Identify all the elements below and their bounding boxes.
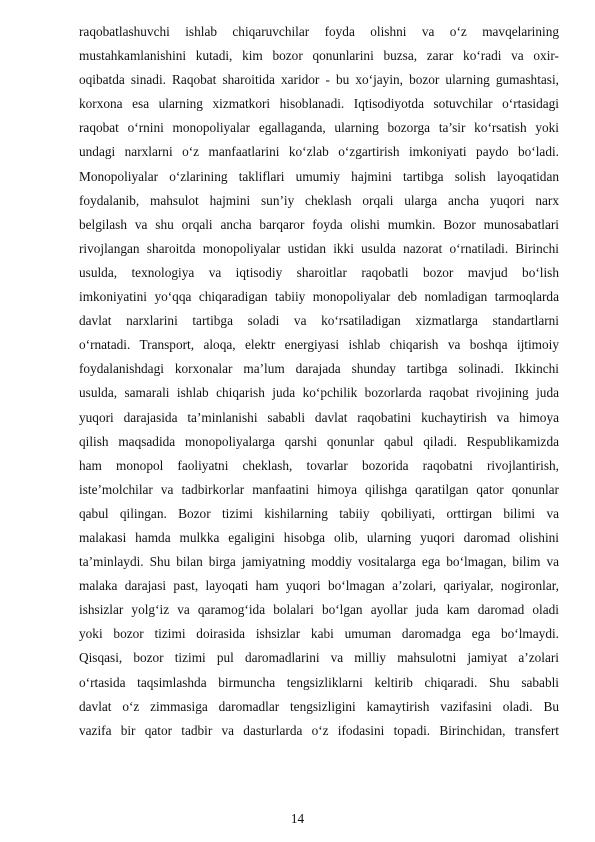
- text-line: undagi narxlarni o‘z manfaatlarini ko‘zlab o‘zgartirish imkoniyati paydo bo‘ladi.: [79, 144, 559, 160]
- text-line: malakasi hamda mulkka egaligini hisobga olib, ularning yuqori daromad olishini: [79, 529, 559, 545]
- text-line: usulda, texnologiya va iqtisodiy sharoitlar raqobatli bozor mavjud bo‘lish: [79, 264, 559, 280]
- text-line: foydalanishdagi korxonalar ma’lum darajada shunday tartibga solinadi. Ikkinchi: [79, 361, 559, 377]
- text-line: Qisqasi, bozor tizimi pul daromadlarini va milliy mahsulotni jamiyat a’zolari: [79, 650, 559, 666]
- text-line: o‘rnatadi. Transport, aloqa, elektr energiyasi ishlab chiqarish va boshqa ijtimoiy: [79, 337, 559, 353]
- text-line: vazifa bir qator tadbir va dasturlarda o‘z ifodasini topadi. Birinchidan, transfert: [79, 722, 559, 738]
- text-line: mustahkamlanishini kutadi, kim bozor qonunlarini buzsa, zarar ko‘radi va oxir-: [79, 48, 559, 64]
- text-line: davlat narxlarini tartibga soladi va ko‘rsatiladigan xizmatlarga standartlarni: [79, 313, 559, 329]
- text-line: yuqori darajasida ta’minlanishi sababli davlat raqobatini kuchaytirish va himoya: [79, 409, 559, 425]
- body-text: [79, 20, 559, 743]
- text-line: ta’minlaydi. Shu bilan birga jamiyatning moddiy vositalarga ega bo‘lmagan, bilim va: [79, 554, 559, 570]
- text-line: korxona esa ularning xizmatkori hisoblanadi. Iqtisodiyotda sotuvchilar o‘rtasidagi: [79, 96, 559, 112]
- text-line: o‘rtasida taqsimlashda birmuncha tengsizliklarni keltirib chiqaradi. Shu sababli: [79, 674, 559, 690]
- text-line: malaka darajasi past, layoqati ham yuqori bo‘lmagan a’zolari, qariyalar, nogironlar,: [79, 578, 559, 594]
- text-line: raqobat o‘rnini monopoliyalar egallaganda, ularning bozorga ta’sir ko‘rsatish yoki: [79, 120, 559, 136]
- text-line: belgilash va shu orqali ancha barqaror foyda olishi mumkin. Bozor munosabatlari: [79, 216, 559, 232]
- page-number: 14: [290, 811, 305, 826]
- text-line: qilish maqsadida monopoliyalarga qarshi qonunlar qabul qiladi. Respublikamizda: [79, 433, 559, 449]
- text-line: foydalanib, mahsulot hajmini sun’iy cheklash orqali ularga ancha yuqori narx: [79, 192, 559, 208]
- text-line: usulda, samarali ishlab chiqarish juda ko‘pchilik bozorlarda raqobat rivojining juda: [79, 385, 559, 401]
- text-line: ishsizlar yolg‘iz va qaramog‘ida bolalari bo‘lgan ayollar juda kam daromad oladi: [79, 602, 559, 618]
- text-line: iste’molchilar va tadbirkorlar manfaatini himoya qilishga qaratilgan qator qonunlar: [79, 481, 559, 497]
- text-line: oqibatda sinadi. Raqobat sharoitida xaridor - bu xo‘jayin, bozor ularning gumashtasi,: [79, 72, 559, 88]
- text-line: ham monopol faoliyatni cheklash, tovarlar bozorida raqobatni rivojlantirish,: [79, 457, 559, 473]
- text-line: imkoniyatini yo‘qqa chiqaradigan tabiiy monopoliyalar deb nomladigan tarmoqlarda: [79, 289, 559, 305]
- text-line: Monopoliyalar o‘zlarining takliflari umumiy hajmini tartibga solish layoqatidan: [79, 168, 559, 184]
- text-line: yoki bozor tizimi doirasida ishsizlar kabi umuman daromadga ega bo‘lmaydi.: [79, 626, 559, 642]
- text-line: rivojlangan sharoitda monopoliyalar ustidan ikki usulda nazorat o‘rnatiladi. Birinchi: [79, 240, 559, 256]
- text-line: qabul qilingan. Bozor tizimi kishilarning tabiiy qobiliyati, orttirgan bilimi va: [79, 505, 559, 521]
- text-line: raqobatlashuvchi ishlab chiqaruvchilar foyda olishni va o‘z mavqelarining: [79, 24, 559, 39]
- text-line: davlat o‘z zimmasiga daromadlar tengsizligini kamaytirish vazifasini oladi. Bu: [79, 698, 559, 714]
